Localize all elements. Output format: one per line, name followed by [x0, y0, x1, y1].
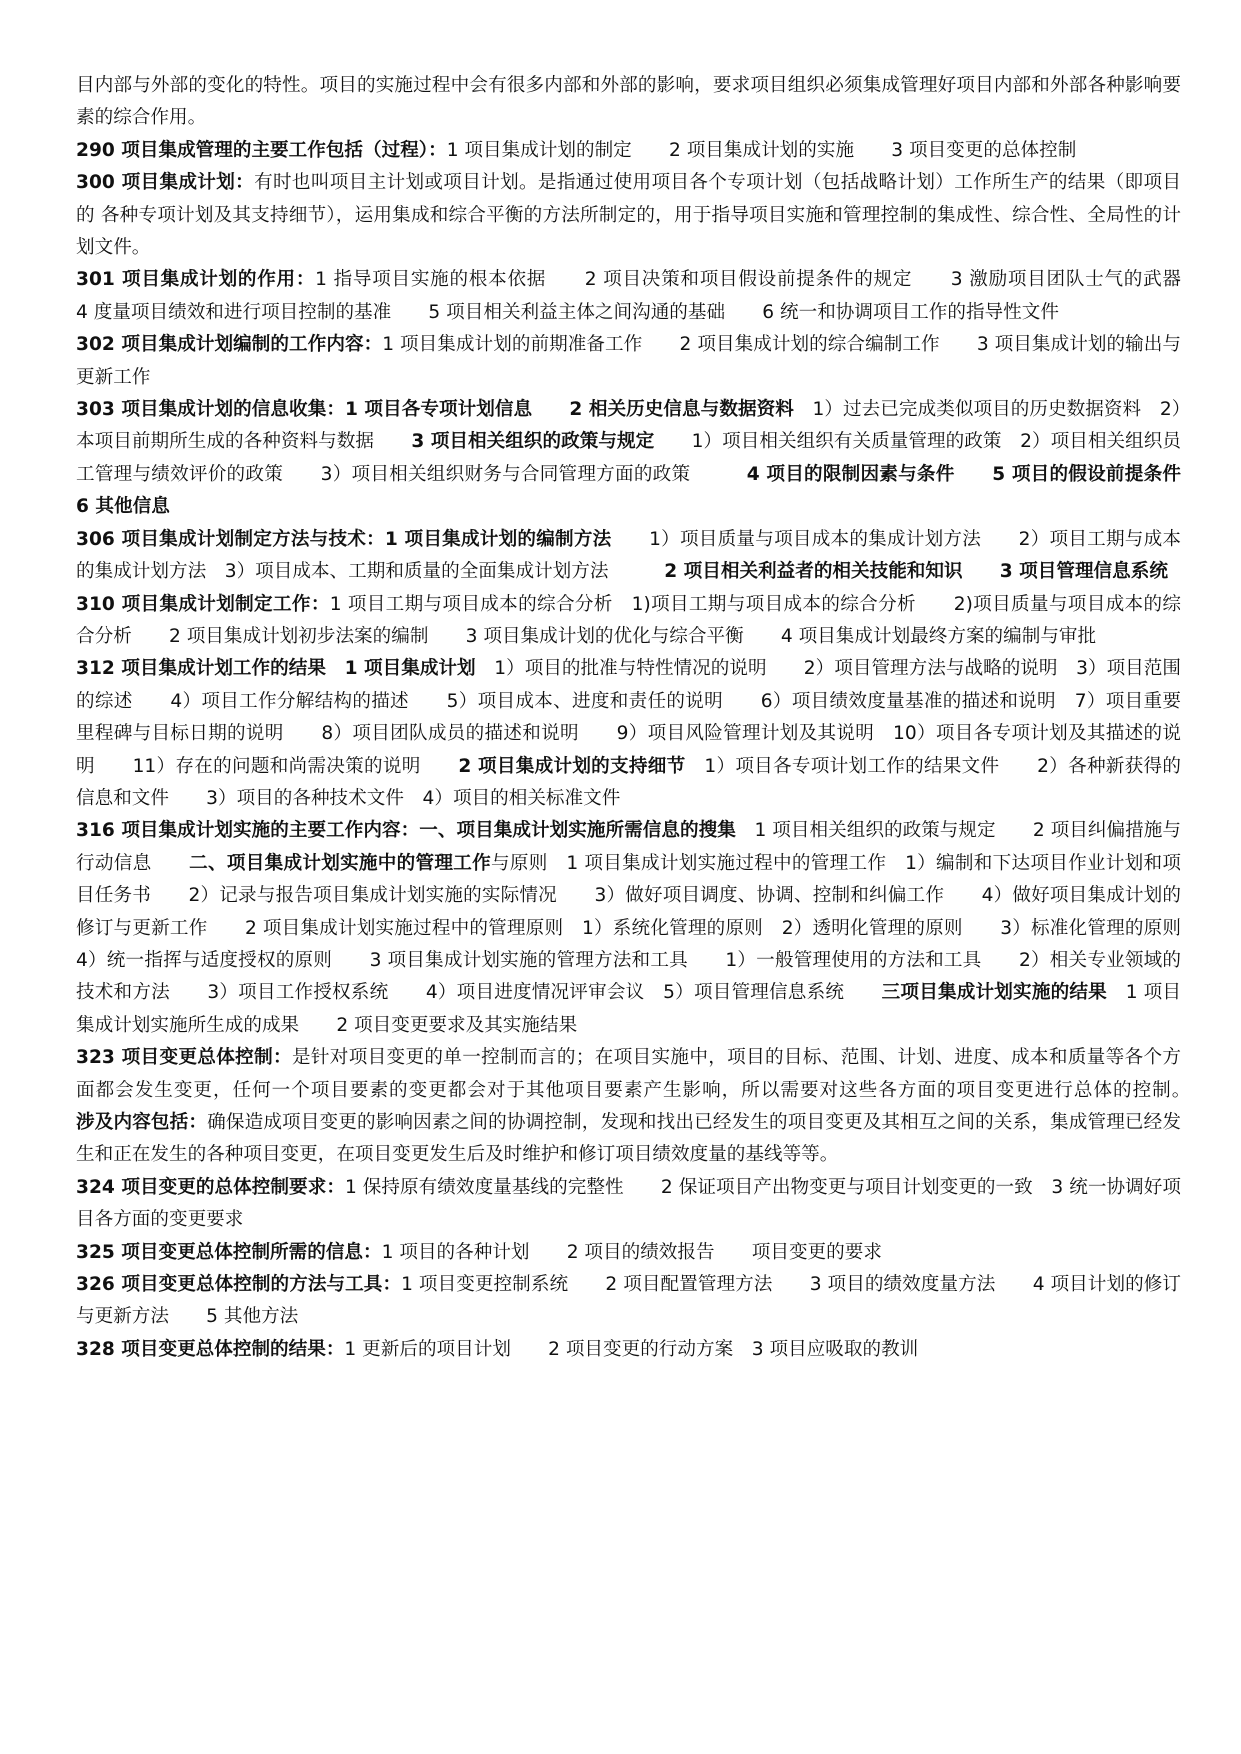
paragraph-text: 1 保持原有绩效度量基线的完整性 2 保证项目产出物变更与项目计划变更的一致 3 统一协调好项目各方面的变更要求	[76, 1176, 1181, 1231]
section-heading: 303 项目集成计划的信息收集：1 项目各专项计划信息 2 相关历史信息与数据资料	[76, 399, 794, 421]
paragraph-306	[76, 524, 1181, 589]
paragraph-text: 1 项目的各种计划 2 项目的绩效报告 项目变更的要求	[381, 1241, 882, 1263]
section-heading: 306 项目集成计划制定方法与技术：1 项目集成计划的编制方法	[76, 528, 612, 550]
paragraph-text: 1）项目各专项计划工作的结果文件 2）各种新获得的信息和文件 3）项目的各种技术文件 4）项目的相关标准文件	[76, 755, 1181, 809]
paragraph-text: 1 指导项目实施的根本依据 2 项目决策和项目假设前提条件的规定 3 激励项目团队士气的武器 4 度量项目绩效和进行项目控制的基准 5 项目相关利益主体之间沟通的基础 6 统一和协调项目工作的指导性文件	[76, 269, 1219, 323]
paragraph-text: 1）项目质量与项目成本的集成计划方法 2）项目工期与成本的集成计划方法 3）项目成本、工期和质量的全面集成计划方法	[76, 528, 1181, 583]
document-page	[76, 70, 1219, 1366]
paragraph-text: 1 项目工期与项目成本的综合分析 1)项目工期与项目成本的综合分析 2)项目质量与项目成本的综合分析 2 项目集成计划初步法案的编制 3 项目集成计划的优化与综合平衡 4 项目集成计划最终方案的编制与审批	[76, 593, 1181, 647]
paragraph-text: 目内部与外部的变化的特性。项目的实施过程中会有很多内部和外部的影响，要求项目组织必须集成管理好项目内部和外部各种影响要素的综合作用。	[76, 75, 1181, 129]
paragraph-text: 1）项目相关组织有关质量管理的政策 2）项目相关组织员工管理与绩效评价的政策 3）项目相关组织财务与合同管理方面的政策	[76, 431, 1181, 485]
paragraph-text: 1）项目的批准与特性情况的说明 2）项目管理方法与战略的说明 3）项目范围的综述 4）项目工作分解结构的描述 5）项目成本、进度和责任的说明 6）项目绩效度量基准的描述和说明 7）项目重要里程碑与目标日期的说明 8）项目团队成员的描述和说明 9）项目风险管理计划及其说明 10）项目各专项计划及其描述的说明 11）存在的问题和尚需决策的说明	[76, 658, 1181, 777]
paragraph-326	[76, 1269, 1181, 1334]
paragraph-290	[76, 135, 1181, 167]
section-heading: 316 项目集成计划实施的主要工作内容：一、项目集成计划实施所需信息的搜集	[76, 820, 736, 842]
paragraph-text: 1 项目变更控制系统 2 项目配置管理方法 3 项目的绩效度量方法 4 项目计划的修订与更新方法 5 其他方法	[76, 1274, 1181, 1328]
section-heading: 310 项目集成计划制定工作：	[76, 593, 330, 615]
paragraph-328	[76, 1334, 1181, 1366]
paragraph-324	[76, 1172, 1181, 1237]
paragraph-text: 1 项目集成计划的制定 2 项目集成计划的实施 3 项目变更的总体控制	[446, 139, 1077, 161]
paragraph-325	[76, 1237, 1181, 1269]
paragraph-text: 1 更新后的项目计划 2 项目变更的行动方案 3 项目应吸取的教训	[344, 1338, 919, 1360]
section-heading: 325 项目变更总体控制所需的信息：	[76, 1241, 382, 1263]
section-heading: 三项目集成计划实施的结果	[881, 982, 1107, 1004]
section-heading: 290 项目集成管理的主要工作包括（过程）：	[76, 139, 447, 161]
paragraph-text: 与原则 1 项目集成计划实施过程中的管理工作 1）编制和下达项目作业计划和项目任务书 2）记录与报告项目集成计划实施的实际情况 3）做好项目调度、协调、控制和纠偏工作 4）做好项目集成计划的修订与更新工作 2 项目集成计划实施过程中的管理原则 1）系统化管理的原则 2）透明化管理的原则 3）标准化管理的原则 4）统一指挥与适度授权的原则 3 项目集成计划实施的管理方法和工具 1）一般管理使用的方法和工具 2）相关专业领域的技术和方法 3）项目工作授权系统 4）项目进度情况评审会议 5）项目管理信息系统	[76, 852, 1200, 1004]
paragraph-303	[76, 394, 1219, 524]
section-heading: 2 项目相关利益者的相关技能和知识 3 项目管理信息系统	[664, 561, 1168, 583]
paragraph-text: 1 项目集成计划的前期准备工作 2 项目集成计划的综合编制工作 3 项目集成计划的输出与更新工作	[76, 334, 1181, 388]
section-heading: 324 项目变更的总体控制要求：	[76, 1176, 345, 1198]
paragraph-text: 1 项目相关组织的政策与规定 2 项目纠偏措施与行动信息	[76, 820, 1182, 874]
section-heading: 涉及内容包括：	[76, 1112, 208, 1133]
paragraph-text: 1 项目集成计划实施所生成的成果 2 项目变更要求及其实施结果	[76, 982, 1181, 1036]
section-heading: 二、项目集成计划实施中的管理工作	[189, 852, 491, 874]
paragraph-text: 确保造成项目变更的影响因素之间的协调控制，发现和找出已经发生的项目变更及其相互之间的关系，集成管理已经发生和正在发生的各种项目变更，在项目变更发生后及时维护和修订项目绩效度量的基线等等。	[76, 1112, 1181, 1166]
section-heading: 323 项目变更总体控制：	[76, 1047, 292, 1069]
paragraph-text: 有时也叫项目主计划或项目计划。是指通过使用项目各个专项计划（包括战略计划）工作所生产的结果（即项目的 各种专项计划及其支持细节），运用集成和综合平衡的方法所制定的，用于指导项目实施和管理控制的集成性、综合性、全局性的计划文件。	[76, 172, 1181, 259]
paragraph-301	[76, 264, 1219, 329]
section-heading: 312 项目集成计划工作的结果 1 项目集成计划	[76, 658, 476, 680]
paragraph-intro	[76, 70, 1181, 135]
paragraph-323	[76, 1042, 1219, 1172]
paragraph-316	[76, 815, 1200, 1042]
paragraph-310	[76, 589, 1181, 654]
section-heading: 302 项目集成计划编制的工作内容：	[76, 334, 383, 356]
section-heading: 3 项目相关组织的政策与规定	[411, 431, 655, 453]
section-heading: 326 项目变更总体控制的方法与工具：	[76, 1274, 402, 1296]
paragraph-text: 是针对项目变更的单一控制而言的；在项目实施中，项目的目标、范围、计划、进度、成本和质量等各个方面都会发生变更，任何一个项目要素的变更都会对于其他项目要素产生影响，所以需要对这些各方面的项目变更进行总体的控制。	[76, 1047, 1219, 1101]
paragraph-300	[76, 167, 1181, 264]
section-heading: 301 项目集成计划的作用：	[76, 269, 316, 291]
section-heading: 300 项目集成计划：	[76, 172, 255, 194]
section-heading: 2 项目集成计划的支持细节	[458, 755, 686, 777]
paragraph-text: 1）过去已完成类似项目的历史数据资料 2）本项目前期所生成的各种资料与数据	[76, 399, 1181, 453]
paragraph-302	[76, 329, 1181, 394]
section-heading: 4 项目的限制因素与条件 5 项目的假设前提条件 6 其他信息	[76, 463, 1219, 518]
paragraph-312	[76, 653, 1181, 815]
section-heading: 328 项目变更总体控制的结果：	[76, 1338, 345, 1360]
